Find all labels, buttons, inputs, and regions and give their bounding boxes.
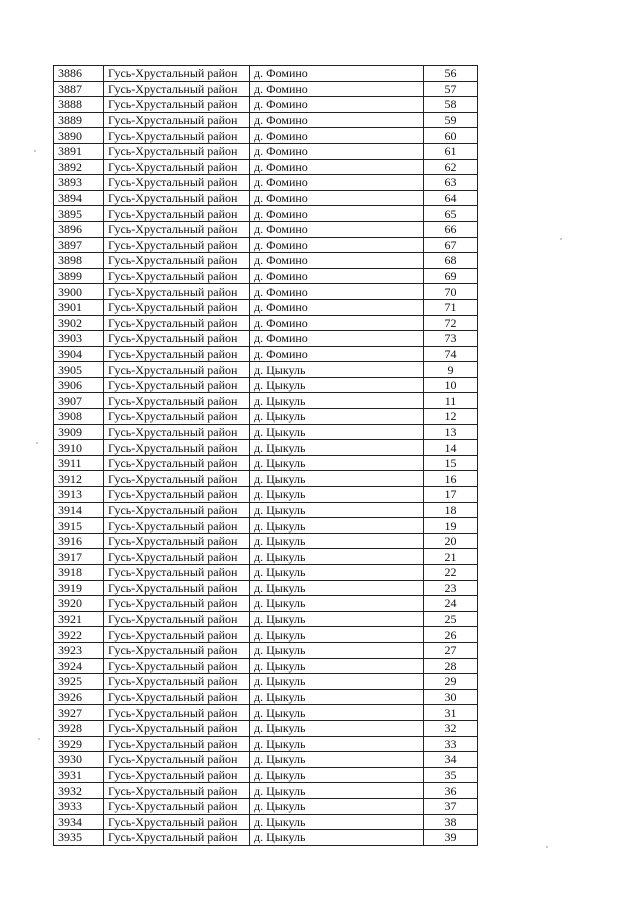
row-number-cell: 3901 bbox=[54, 299, 104, 315]
house-number-cell: 16 bbox=[424, 471, 478, 487]
village-cell: д. Фомино bbox=[250, 175, 424, 191]
row-number-cell: 3931 bbox=[54, 767, 104, 783]
village-cell: д. Фомино bbox=[250, 97, 424, 113]
row-number-cell: 3910 bbox=[54, 440, 104, 456]
row-number-cell: 3916 bbox=[54, 533, 104, 549]
house-number-cell: 36 bbox=[424, 783, 478, 799]
village-cell: д. Цыкуль bbox=[250, 736, 424, 752]
district-cell: Гусь-Хрустальный район bbox=[104, 471, 250, 487]
row-number-cell: 3933 bbox=[54, 798, 104, 814]
row-number-cell: 3913 bbox=[54, 487, 104, 503]
district-cell: Гусь-Хрустальный район bbox=[104, 331, 250, 347]
table-row bbox=[54, 362, 478, 378]
table-row bbox=[54, 549, 478, 565]
scan-speck bbox=[38, 738, 40, 740]
district-cell: Гусь-Хрустальный район bbox=[104, 175, 250, 191]
village-cell: д. Цыкуль bbox=[250, 798, 424, 814]
village-cell: д. Фомино bbox=[250, 112, 424, 128]
row-number-cell: 3927 bbox=[54, 705, 104, 721]
district-cell: Гусь-Хрустальный район bbox=[104, 502, 250, 518]
row-number-cell: 3911 bbox=[54, 455, 104, 471]
house-number-cell: 21 bbox=[424, 549, 478, 565]
district-cell: Гусь-Хрустальный район bbox=[104, 299, 250, 315]
table-row bbox=[54, 642, 478, 658]
village-cell: д. Фомино bbox=[250, 268, 424, 284]
village-cell: д. Цыкуль bbox=[250, 471, 424, 487]
district-cell: Гусь-Хрустальный район bbox=[104, 237, 250, 253]
village-cell: д. Цыкуль bbox=[250, 627, 424, 643]
table-row bbox=[54, 112, 478, 128]
house-number-cell: 58 bbox=[424, 97, 478, 113]
table-row bbox=[54, 346, 478, 362]
village-cell: д. Фомино bbox=[250, 66, 424, 82]
table-row bbox=[54, 565, 478, 581]
row-number-cell: 3914 bbox=[54, 502, 104, 518]
row-number-cell: 3896 bbox=[54, 221, 104, 237]
table-row bbox=[54, 767, 478, 783]
scan-speck bbox=[34, 150, 36, 152]
house-number-cell: 69 bbox=[424, 268, 478, 284]
house-number-cell: 66 bbox=[424, 221, 478, 237]
district-cell: Гусь-Хрустальный район bbox=[104, 440, 250, 456]
table-row bbox=[54, 206, 478, 222]
village-cell: д. Цыкуль bbox=[250, 689, 424, 705]
table-row bbox=[54, 253, 478, 269]
table-row bbox=[54, 284, 478, 300]
house-number-cell: 10 bbox=[424, 377, 478, 393]
village-cell: д. Цыкуль bbox=[250, 409, 424, 425]
district-cell: Гусь-Хрустальный район bbox=[104, 81, 250, 97]
row-number-cell: 3893 bbox=[54, 175, 104, 191]
district-cell: Гусь-Хрустальный район bbox=[104, 689, 250, 705]
house-number-cell: 72 bbox=[424, 315, 478, 331]
scan-speck bbox=[560, 238, 562, 240]
district-cell: Гусь-Хрустальный район bbox=[104, 455, 250, 471]
row-number-cell: 3928 bbox=[54, 720, 104, 736]
row-number-cell: 3924 bbox=[54, 658, 104, 674]
house-number-cell: 11 bbox=[424, 393, 478, 409]
table-row bbox=[54, 783, 478, 799]
table-row bbox=[54, 190, 478, 206]
district-cell: Гусь-Хрустальный район bbox=[104, 674, 250, 690]
row-number-cell: 3886 bbox=[54, 66, 104, 82]
village-cell: д. Цыкуль bbox=[250, 393, 424, 409]
table-row bbox=[54, 658, 478, 674]
district-cell: Гусь-Хрустальный район bbox=[104, 362, 250, 378]
house-number-cell: 20 bbox=[424, 533, 478, 549]
row-number-cell: 3922 bbox=[54, 627, 104, 643]
district-cell: Гусь-Хрустальный район bbox=[104, 705, 250, 721]
village-cell: д. Цыкуль bbox=[250, 565, 424, 581]
row-number-cell: 3905 bbox=[54, 362, 104, 378]
district-cell: Гусь-Хрустальный район bbox=[104, 814, 250, 830]
district-cell: Гусь-Хрустальный район bbox=[104, 206, 250, 222]
table-row bbox=[54, 299, 478, 315]
district-cell: Гусь-Хрустальный район bbox=[104, 783, 250, 799]
house-number-cell: 35 bbox=[424, 767, 478, 783]
village-cell: д. Цыкуль bbox=[250, 533, 424, 549]
house-number-cell: 63 bbox=[424, 175, 478, 191]
district-cell: Гусь-Хрустальный район bbox=[104, 393, 250, 409]
house-number-cell: 32 bbox=[424, 720, 478, 736]
table-row bbox=[54, 97, 478, 113]
house-number-cell: 57 bbox=[424, 81, 478, 97]
village-cell: д. Цыкуль bbox=[250, 518, 424, 534]
row-number-cell: 3891 bbox=[54, 143, 104, 159]
row-number-cell: 3889 bbox=[54, 112, 104, 128]
row-number-cell: 3918 bbox=[54, 565, 104, 581]
house-number-cell: 74 bbox=[424, 346, 478, 362]
village-cell: д. Фомино bbox=[250, 346, 424, 362]
village-cell: д. Фомино bbox=[250, 331, 424, 347]
village-cell: д. Цыкуль bbox=[250, 642, 424, 658]
address-table-body bbox=[54, 66, 478, 846]
table-row bbox=[54, 596, 478, 612]
house-number-cell: 28 bbox=[424, 658, 478, 674]
scan-speck bbox=[36, 442, 38, 444]
house-number-cell: 22 bbox=[424, 565, 478, 581]
district-cell: Гусь-Хрустальный район bbox=[104, 424, 250, 440]
house-number-cell: 71 bbox=[424, 299, 478, 315]
row-number-cell: 3912 bbox=[54, 471, 104, 487]
district-cell: Гусь-Хрустальный район bbox=[104, 128, 250, 144]
house-number-cell: 24 bbox=[424, 596, 478, 612]
row-number-cell: 3899 bbox=[54, 268, 104, 284]
row-number-cell: 3921 bbox=[54, 611, 104, 627]
row-number-cell: 3900 bbox=[54, 284, 104, 300]
table-row bbox=[54, 689, 478, 705]
village-cell: д. Цыкуль bbox=[250, 377, 424, 393]
district-cell: Гусь-Хрустальный район bbox=[104, 580, 250, 596]
table-row bbox=[54, 518, 478, 534]
table-row bbox=[54, 66, 478, 82]
district-cell: Гусь-Хрустальный район bbox=[104, 97, 250, 113]
village-cell: д. Цыкуль bbox=[250, 767, 424, 783]
house-number-cell: 12 bbox=[424, 409, 478, 425]
village-cell: д. Фомино bbox=[250, 299, 424, 315]
row-number-cell: 3917 bbox=[54, 549, 104, 565]
table-row bbox=[54, 409, 478, 425]
house-number-cell: 25 bbox=[424, 611, 478, 627]
row-number-cell: 3887 bbox=[54, 81, 104, 97]
house-number-cell: 70 bbox=[424, 284, 478, 300]
house-number-cell: 13 bbox=[424, 424, 478, 440]
district-cell: Гусь-Хрустальный район bbox=[104, 112, 250, 128]
district-cell: Гусь-Хрустальный район bbox=[104, 627, 250, 643]
village-cell: д. Цыкуль bbox=[250, 424, 424, 440]
district-cell: Гусь-Хрустальный район bbox=[104, 284, 250, 300]
district-cell: Гусь-Хрустальный район bbox=[104, 611, 250, 627]
row-number-cell: 3930 bbox=[54, 752, 104, 768]
house-number-cell: 9 bbox=[424, 362, 478, 378]
district-cell: Гусь-Хрустальный район bbox=[104, 642, 250, 658]
table-row bbox=[54, 315, 478, 331]
house-number-cell: 37 bbox=[424, 798, 478, 814]
row-number-cell: 3906 bbox=[54, 377, 104, 393]
village-cell: д. Фомино bbox=[250, 128, 424, 144]
village-cell: д. Фомино bbox=[250, 284, 424, 300]
district-cell: Гусь-Хрустальный район bbox=[104, 159, 250, 175]
district-cell: Гусь-Хрустальный район bbox=[104, 533, 250, 549]
table-row bbox=[54, 736, 478, 752]
district-cell: Гусь-Хрустальный район bbox=[104, 487, 250, 503]
village-cell: д. Цыкуль bbox=[250, 596, 424, 612]
table-row bbox=[54, 237, 478, 253]
table-row bbox=[54, 81, 478, 97]
district-cell: Гусь-Хрустальный район bbox=[104, 767, 250, 783]
village-cell: д. Цыкуль bbox=[250, 611, 424, 627]
row-number-cell: 3929 bbox=[54, 736, 104, 752]
row-number-cell: 3935 bbox=[54, 830, 104, 846]
house-number-cell: 33 bbox=[424, 736, 478, 752]
row-number-cell: 3903 bbox=[54, 331, 104, 347]
row-number-cell: 3892 bbox=[54, 159, 104, 175]
row-number-cell: 3919 bbox=[54, 580, 104, 596]
house-number-cell: 27 bbox=[424, 642, 478, 658]
district-cell: Гусь-Хрустальный район bbox=[104, 830, 250, 846]
table-row bbox=[54, 674, 478, 690]
village-cell: д. Фомино bbox=[250, 253, 424, 269]
district-cell: Гусь-Хрустальный район bbox=[104, 798, 250, 814]
village-cell: д. Цыкуль bbox=[250, 440, 424, 456]
table-row bbox=[54, 580, 478, 596]
district-cell: Гусь-Хрустальный район bbox=[104, 596, 250, 612]
district-cell: Гусь-Хрустальный район bbox=[104, 518, 250, 534]
table-row bbox=[54, 502, 478, 518]
village-cell: д. Цыкуль bbox=[250, 362, 424, 378]
table-row bbox=[54, 268, 478, 284]
row-number-cell: 3888 bbox=[54, 97, 104, 113]
village-cell: д. Цыкуль bbox=[250, 487, 424, 503]
row-number-cell: 3925 bbox=[54, 674, 104, 690]
village-cell: д. Фомино bbox=[250, 159, 424, 175]
district-cell: Гусь-Хрустальный район bbox=[104, 268, 250, 284]
house-number-cell: 39 bbox=[424, 830, 478, 846]
house-number-cell: 23 bbox=[424, 580, 478, 596]
village-cell: д. Цыкуль bbox=[250, 705, 424, 721]
district-cell: Гусь-Хрустальный район bbox=[104, 565, 250, 581]
district-cell: Гусь-Хрустальный район bbox=[104, 66, 250, 82]
district-cell: Гусь-Хрустальный район bbox=[104, 752, 250, 768]
address-table bbox=[53, 65, 478, 846]
village-cell: д. Фомино bbox=[250, 221, 424, 237]
district-cell: Гусь-Хрустальный район bbox=[104, 190, 250, 206]
table-row bbox=[54, 533, 478, 549]
house-number-cell: 30 bbox=[424, 689, 478, 705]
district-cell: Гусь-Хрустальный район bbox=[104, 409, 250, 425]
row-number-cell: 3897 bbox=[54, 237, 104, 253]
house-number-cell: 62 bbox=[424, 159, 478, 175]
table-row bbox=[54, 331, 478, 347]
table-row bbox=[54, 611, 478, 627]
table-row bbox=[54, 455, 478, 471]
village-cell: д. Цыкуль bbox=[250, 720, 424, 736]
house-number-cell: 73 bbox=[424, 331, 478, 347]
district-cell: Гусь-Хрустальный район bbox=[104, 549, 250, 565]
row-number-cell: 3915 bbox=[54, 518, 104, 534]
table-row bbox=[54, 487, 478, 503]
district-cell: Гусь-Хрустальный район bbox=[104, 346, 250, 362]
table-row bbox=[54, 814, 478, 830]
table-row bbox=[54, 830, 478, 846]
house-number-cell: 56 bbox=[424, 66, 478, 82]
house-number-cell: 60 bbox=[424, 128, 478, 144]
table-row bbox=[54, 471, 478, 487]
row-number-cell: 3898 bbox=[54, 253, 104, 269]
village-cell: д. Цыкуль bbox=[250, 658, 424, 674]
village-cell: д. Фомино bbox=[250, 190, 424, 206]
row-number-cell: 3934 bbox=[54, 814, 104, 830]
table-row bbox=[54, 143, 478, 159]
village-cell: д. Цыкуль bbox=[250, 455, 424, 471]
house-number-cell: 14 bbox=[424, 440, 478, 456]
district-cell: Гусь-Хрустальный район bbox=[104, 315, 250, 331]
table-row bbox=[54, 128, 478, 144]
house-number-cell: 59 bbox=[424, 112, 478, 128]
village-cell: д. Цыкуль bbox=[250, 674, 424, 690]
district-cell: Гусь-Хрустальный район bbox=[104, 658, 250, 674]
row-number-cell: 3926 bbox=[54, 689, 104, 705]
village-cell: д. Цыкуль bbox=[250, 502, 424, 518]
house-number-cell: 64 bbox=[424, 190, 478, 206]
row-number-cell: 3895 bbox=[54, 206, 104, 222]
house-number-cell: 26 bbox=[424, 627, 478, 643]
village-cell: д. Цыкуль bbox=[250, 580, 424, 596]
district-cell: Гусь-Хрустальный район bbox=[104, 736, 250, 752]
house-number-cell: 67 bbox=[424, 237, 478, 253]
district-cell: Гусь-Хрустальный район bbox=[104, 720, 250, 736]
village-cell: д. Фомино bbox=[250, 143, 424, 159]
house-number-cell: 65 bbox=[424, 206, 478, 222]
scan-speck bbox=[546, 846, 548, 848]
village-cell: д. Фомино bbox=[250, 206, 424, 222]
village-cell: д. Фомино bbox=[250, 81, 424, 97]
table-row bbox=[54, 705, 478, 721]
house-number-cell: 29 bbox=[424, 674, 478, 690]
village-cell: д. Цыкуль bbox=[250, 830, 424, 846]
village-cell: д. Цыкуль bbox=[250, 752, 424, 768]
table-row bbox=[54, 175, 478, 191]
village-cell: д. Цыкуль bbox=[250, 783, 424, 799]
row-number-cell: 3920 bbox=[54, 596, 104, 612]
table-row bbox=[54, 720, 478, 736]
house-number-cell: 61 bbox=[424, 143, 478, 159]
village-cell: д. Фомино bbox=[250, 237, 424, 253]
row-number-cell: 3909 bbox=[54, 424, 104, 440]
house-number-cell: 68 bbox=[424, 253, 478, 269]
house-number-cell: 31 bbox=[424, 705, 478, 721]
table-row bbox=[54, 424, 478, 440]
village-cell: д. Фомино bbox=[250, 315, 424, 331]
row-number-cell: 3894 bbox=[54, 190, 104, 206]
row-number-cell: 3932 bbox=[54, 783, 104, 799]
table-row bbox=[54, 393, 478, 409]
row-number-cell: 3923 bbox=[54, 642, 104, 658]
row-number-cell: 3904 bbox=[54, 346, 104, 362]
row-number-cell: 3890 bbox=[54, 128, 104, 144]
district-cell: Гусь-Хрустальный район bbox=[104, 221, 250, 237]
table-row bbox=[54, 159, 478, 175]
row-number-cell: 3902 bbox=[54, 315, 104, 331]
house-number-cell: 34 bbox=[424, 752, 478, 768]
table-row bbox=[54, 377, 478, 393]
village-cell: д. Цыкуль bbox=[250, 549, 424, 565]
house-number-cell: 19 bbox=[424, 518, 478, 534]
house-number-cell: 17 bbox=[424, 487, 478, 503]
table-row bbox=[54, 627, 478, 643]
house-number-cell: 38 bbox=[424, 814, 478, 830]
table-row bbox=[54, 752, 478, 768]
house-number-cell: 18 bbox=[424, 502, 478, 518]
district-cell: Гусь-Хрустальный район bbox=[104, 377, 250, 393]
table-row bbox=[54, 798, 478, 814]
village-cell: д. Цыкуль bbox=[250, 814, 424, 830]
house-number-cell: 15 bbox=[424, 455, 478, 471]
district-cell: Гусь-Хрустальный район bbox=[104, 143, 250, 159]
district-cell: Гусь-Хрустальный район bbox=[104, 253, 250, 269]
table-row bbox=[54, 440, 478, 456]
row-number-cell: 3908 bbox=[54, 409, 104, 425]
row-number-cell: 3907 bbox=[54, 393, 104, 409]
table-row bbox=[54, 221, 478, 237]
